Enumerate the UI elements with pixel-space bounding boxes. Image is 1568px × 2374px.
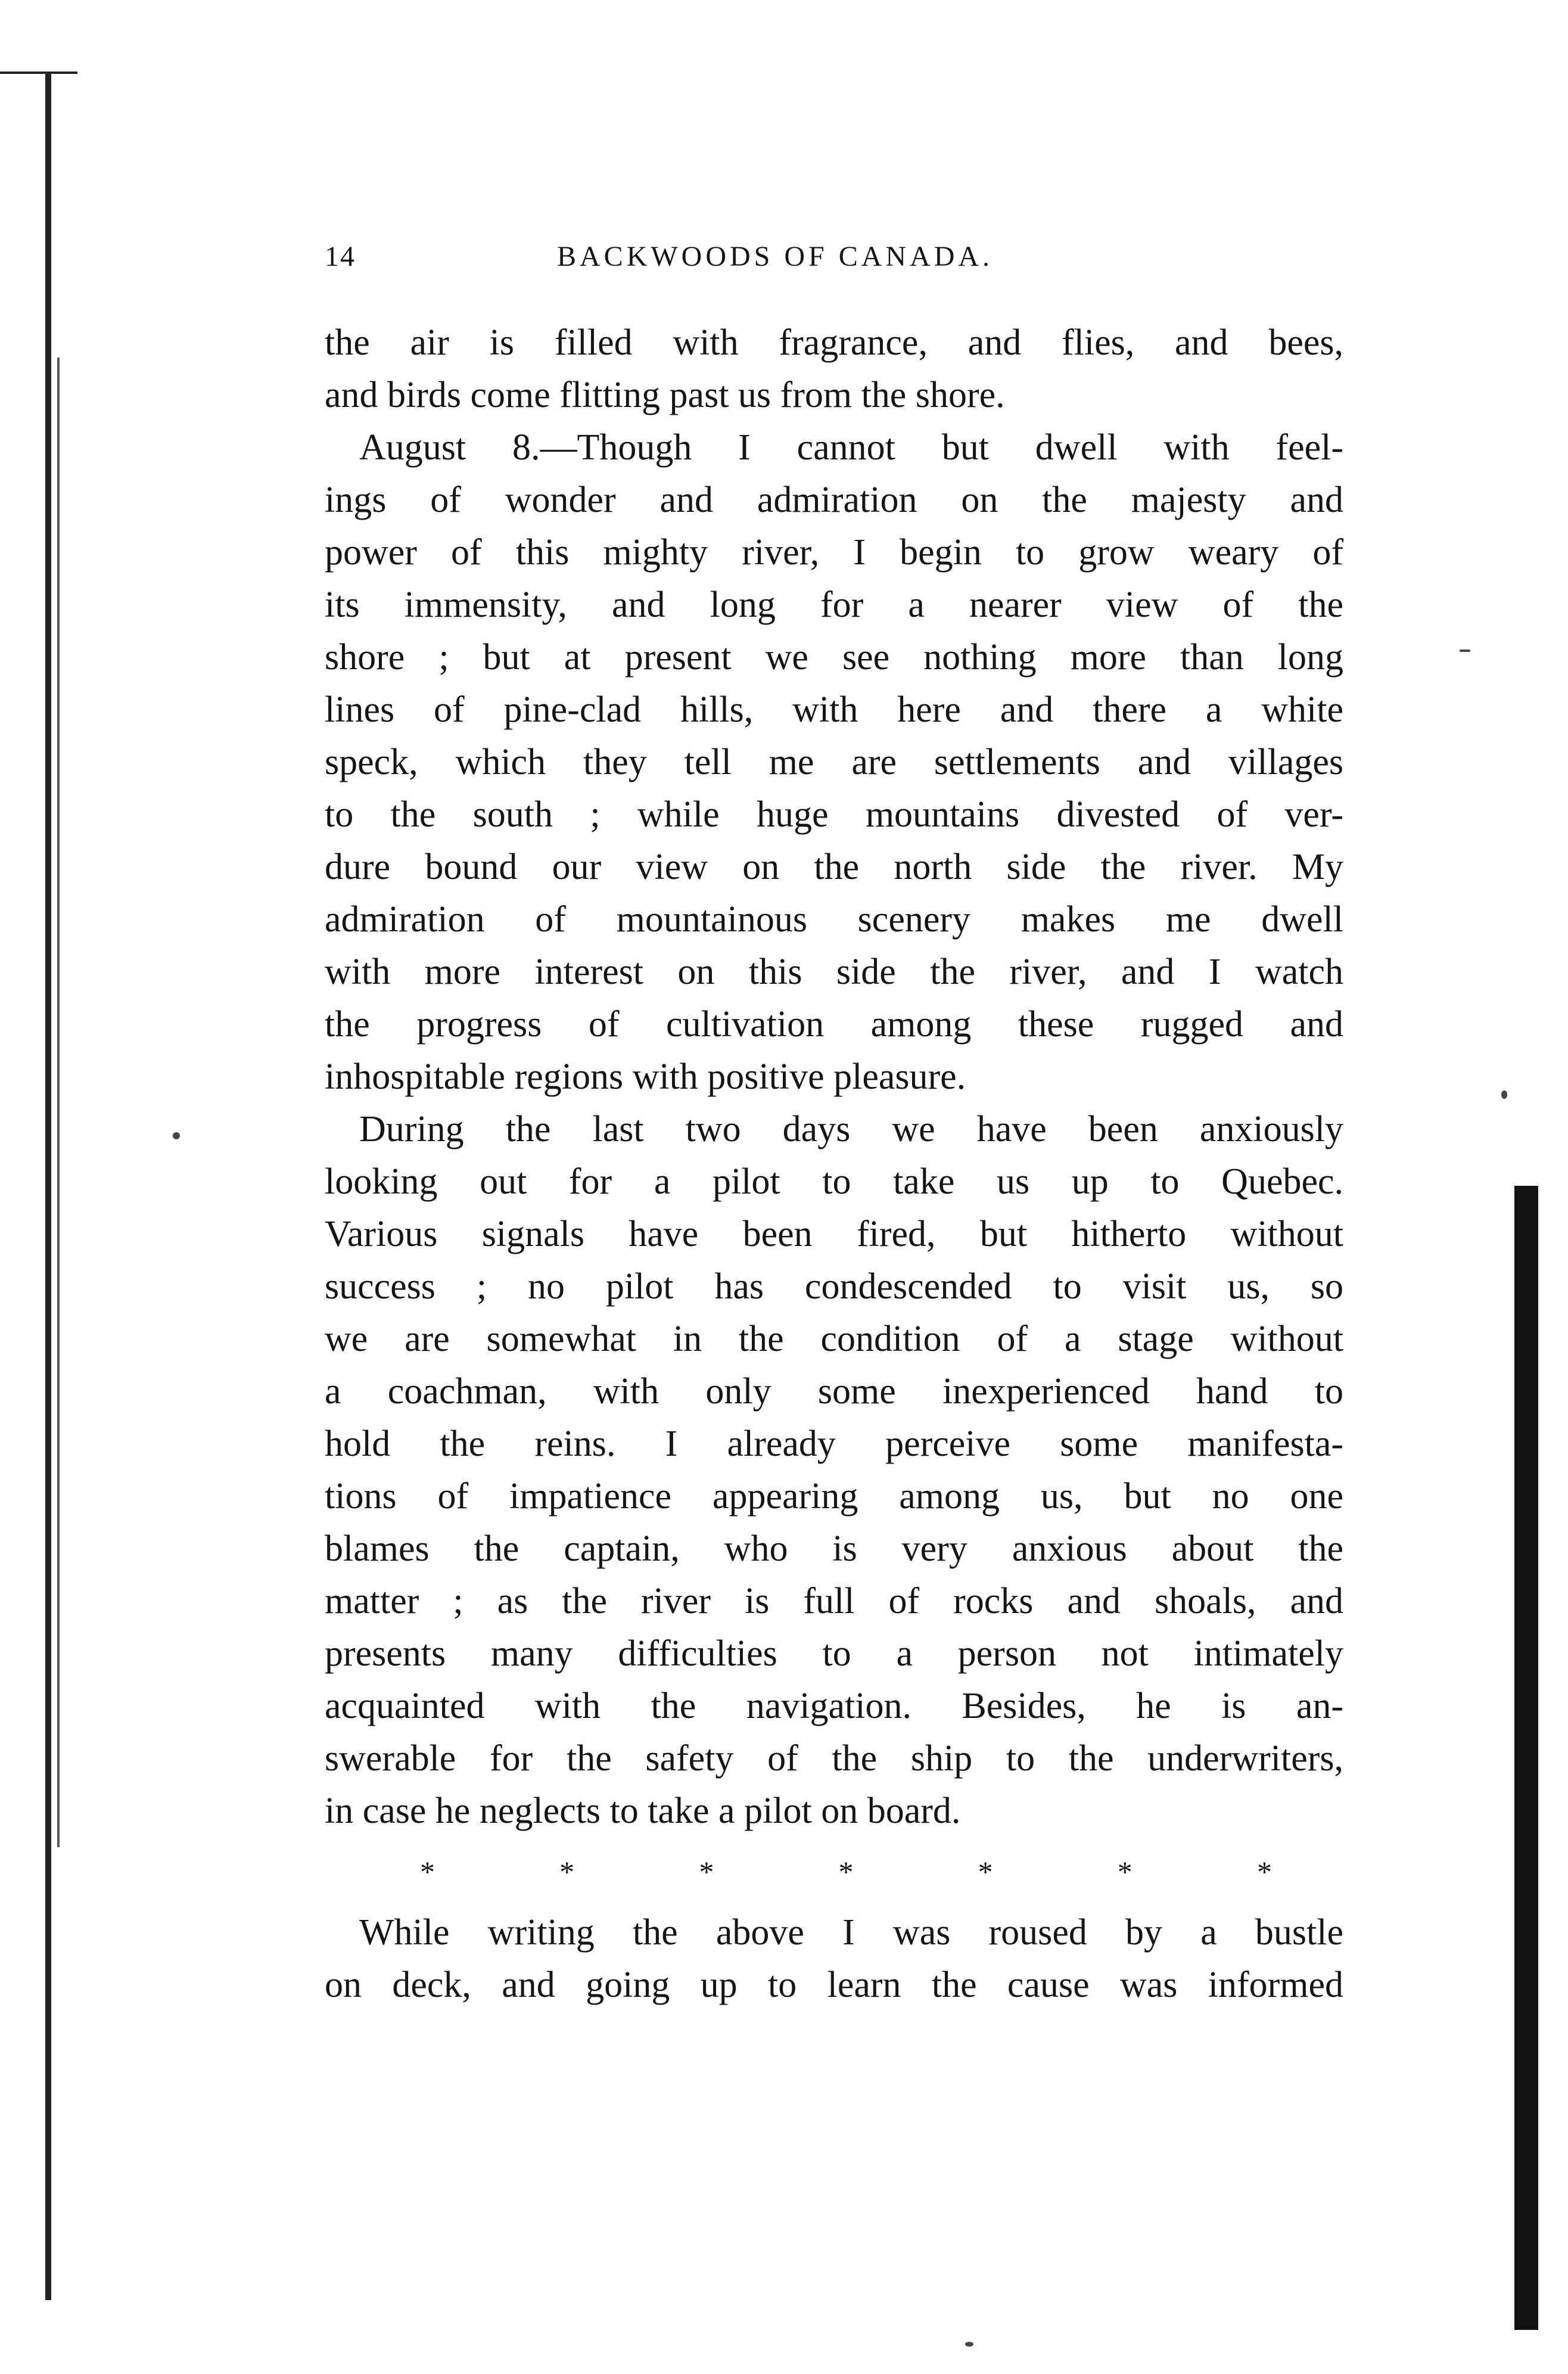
scan-speck xyxy=(1460,650,1470,652)
text-line: August 8.—Though I cannot but dwell with feel- xyxy=(359,427,1343,468)
text-line: speck, which they tell me are settlements and villages xyxy=(325,742,1343,782)
text-line: During the last two days we have been anxiously xyxy=(359,1109,1343,1149)
page-number: 14 xyxy=(325,241,356,272)
text-line: swerable for the safety of the ship to the underwriters, xyxy=(325,1738,1343,1779)
text-line: acquainted with the navigation. Besides, he is an- xyxy=(325,1686,1343,1726)
asterisk: * xyxy=(699,1855,714,1888)
text-line: its immensity, and long for a nearer view of the xyxy=(325,585,1343,625)
text-line: we are somewhat in the condition of a stage without xyxy=(325,1319,1343,1359)
paragraphs-after-break xyxy=(325,1906,1343,2011)
text-line: matter ; as the river is full of rocks and shoals, and xyxy=(325,1581,1343,1621)
text-line: the air is filled with fragrance, and flies, and bees, xyxy=(325,322,1343,363)
text-line: success ; no pilot has condescended to visit us, so xyxy=(325,1266,1343,1307)
section-break-asterisks xyxy=(325,1845,1343,1898)
text-line: lines of pine-clad hills, with here and there a white xyxy=(325,689,1343,730)
scan-speck xyxy=(965,2342,973,2347)
text-line: hold the reins. I already perceive some manifesta- xyxy=(325,1424,1343,1464)
text-line: a coachman, with only some inexperienced hand to xyxy=(325,1371,1343,1412)
paragraphs-main xyxy=(325,316,1343,1837)
asterisk: * xyxy=(1117,1855,1133,1888)
asterisk: * xyxy=(1256,1855,1272,1888)
text-line: with more interest on this side the river, and I watch xyxy=(325,952,1343,992)
binding-shadow-inner xyxy=(57,358,60,1847)
scan-edge-mark xyxy=(0,72,77,74)
text-line: Various signals have been fired, but hitherto without xyxy=(325,1214,1343,1254)
text-line: presents many difficulties to a person not intimately xyxy=(325,1633,1343,1674)
scan-speck xyxy=(1501,1090,1507,1099)
text-line: looking out for a pilot to take us up to Quebec. xyxy=(325,1161,1343,1202)
text-line: dure bound our view on the north side the river. My xyxy=(325,847,1343,887)
book-page xyxy=(325,235,1343,2011)
text-line: tions of impatience appearing among us, but no one xyxy=(325,1476,1343,1517)
text-line: on deck, and going up to learn the cause was informed xyxy=(325,1965,1343,2005)
text-line: and birds come flitting past us from the shore. xyxy=(325,375,1005,415)
text-line: ings of wonder and admiration on the majesty and xyxy=(325,480,1343,520)
text-line: power of this mighty river, I begin to grow weary of xyxy=(325,532,1343,573)
text-line: admiration of mountainous scenery makes me dwell xyxy=(325,899,1343,940)
binding-shadow xyxy=(45,72,51,2300)
text-line: While writing the above I was roused by a bustle xyxy=(359,1912,1343,1953)
running-title: BACKWOODS OF CANADA. xyxy=(557,241,994,272)
page-edge-shadow xyxy=(1514,1186,1538,2330)
text-line: shore ; but at present we see nothing more than long xyxy=(325,637,1343,678)
text-line: inhospitable regions with positive pleasure. xyxy=(325,1057,966,1097)
body-text xyxy=(325,316,1343,2011)
text-line: to the south ; while huge mountains divested of ver- xyxy=(325,794,1343,835)
asterisk: * xyxy=(838,1855,854,1888)
text-line: in case he neglects to take a pilot on board. xyxy=(325,1791,961,1831)
asterisk: * xyxy=(559,1855,575,1888)
asterisk: * xyxy=(978,1855,993,1888)
scan-speck xyxy=(173,1132,180,1139)
running-head xyxy=(325,235,1343,283)
text-line: the progress of cultivation among these rugged and xyxy=(325,1004,1343,1045)
text-line: blames the captain, who is very anxious about the xyxy=(325,1528,1343,1569)
asterisk: * xyxy=(420,1855,435,1888)
